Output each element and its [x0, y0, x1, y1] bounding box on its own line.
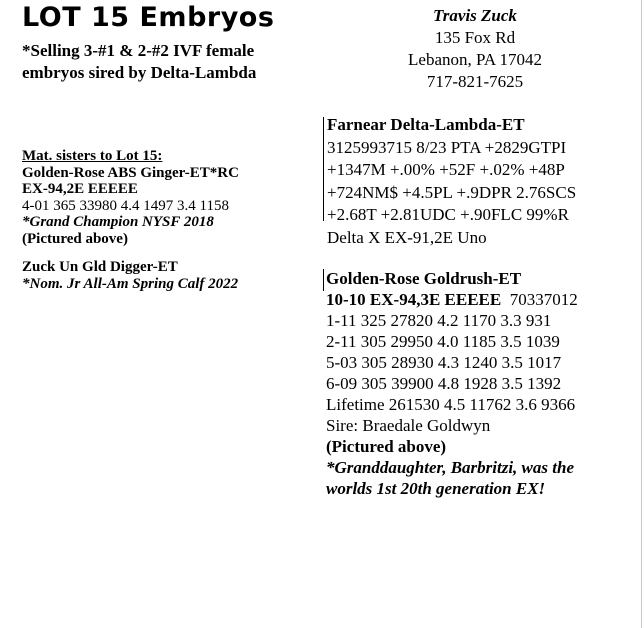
- sire-name: Farnear Delta-Lambda-ET: [327, 115, 525, 134]
- sire-line: +724NM$ +4.5PL +.9DPR 2.76SCS: [327, 182, 577, 202]
- sister-award: *Nom. Jr All-Am Spring Calf 2022: [22, 275, 239, 292]
- dam-record: 5-03 305 28930 4.3 1240 3.5 1017: [326, 353, 562, 372]
- dam-divider: [323, 269, 324, 291]
- owner-address-line: Lebanon, PA 17042: [408, 50, 542, 69]
- sister-note: (Pictured above): [22, 230, 128, 247]
- owner-name: Travis Zuck: [433, 6, 517, 25]
- owner-phone: 717-821-7625: [426, 72, 524, 91]
- dam-record: 1-11 325 27820 4.2 1170 3.3 931: [326, 311, 552, 330]
- sire-line: 3125993715 8/23 PTA +2829GTPI: [327, 137, 567, 157]
- dam-record: 6-09 305 39900 4.8 1928 3.5 1392: [326, 374, 562, 393]
- sister-name: Zuck Un Gld Digger-ET: [22, 259, 178, 275]
- sister-classification: EX-94,2E EEEEE: [22, 181, 138, 197]
- dam-lifetime: Lifetime 261530 4.5 11762 3.6 9366: [326, 395, 576, 414]
- owner-contact: [390, 5, 560, 93]
- dam-record: 2-11 305 29950 4.0 1185 3.5 1039: [326, 332, 560, 351]
- dam-highlight: *Granddaughter, Barbritzi, was the: [326, 458, 574, 477]
- sire-line: +1347M +.00% +52F +.02% +48P: [327, 160, 565, 179]
- sister-name: Golden-Rose ABS Ginger-ET*RC: [22, 164, 239, 181]
- sire-section: [323, 114, 576, 249]
- subtitle-line: *Selling 3-#1 & 2-#2 IVF female: [22, 41, 255, 60]
- maternal-sisters-section: [22, 148, 239, 292]
- page-edge: [641, 0, 642, 628]
- sire-line: +2.68T +2.81UDC +.90FLC 99%R: [327, 205, 569, 224]
- dam-sire: Sire: Braedale Goldwyn: [326, 416, 491, 435]
- sister-award: *Grand Champion NYSF 2018: [22, 214, 214, 230]
- dam-section: [326, 268, 578, 499]
- subtitle-line: embryos sired by Delta-Lambda: [22, 63, 257, 82]
- lot-title: LOT 15 Embryos: [22, 2, 275, 33]
- lot-subtitle: [22, 40, 256, 84]
- dam-highlight: worlds 1st 20th generation EX!: [326, 479, 546, 498]
- dam-classification-row: [326, 289, 578, 310]
- dam-note: (Pictured above): [326, 437, 447, 456]
- sister-record: 4-01 365 33980 4.4 1497 3.4 1158: [22, 197, 229, 214]
- owner-address-line: 135 Fox Rd: [434, 28, 516, 47]
- sisters-heading: Mat. sisters to Lot 15:: [22, 148, 163, 164]
- dam-name: Golden-Rose Goldrush-ET: [326, 269, 522, 288]
- sire-pedigree: Delta X EX-91,2E Uno: [327, 227, 487, 247]
- dam-registration: 70337012: [509, 290, 578, 309]
- dam-classification: 10-10 EX-94,3E EEEEE: [326, 290, 502, 309]
